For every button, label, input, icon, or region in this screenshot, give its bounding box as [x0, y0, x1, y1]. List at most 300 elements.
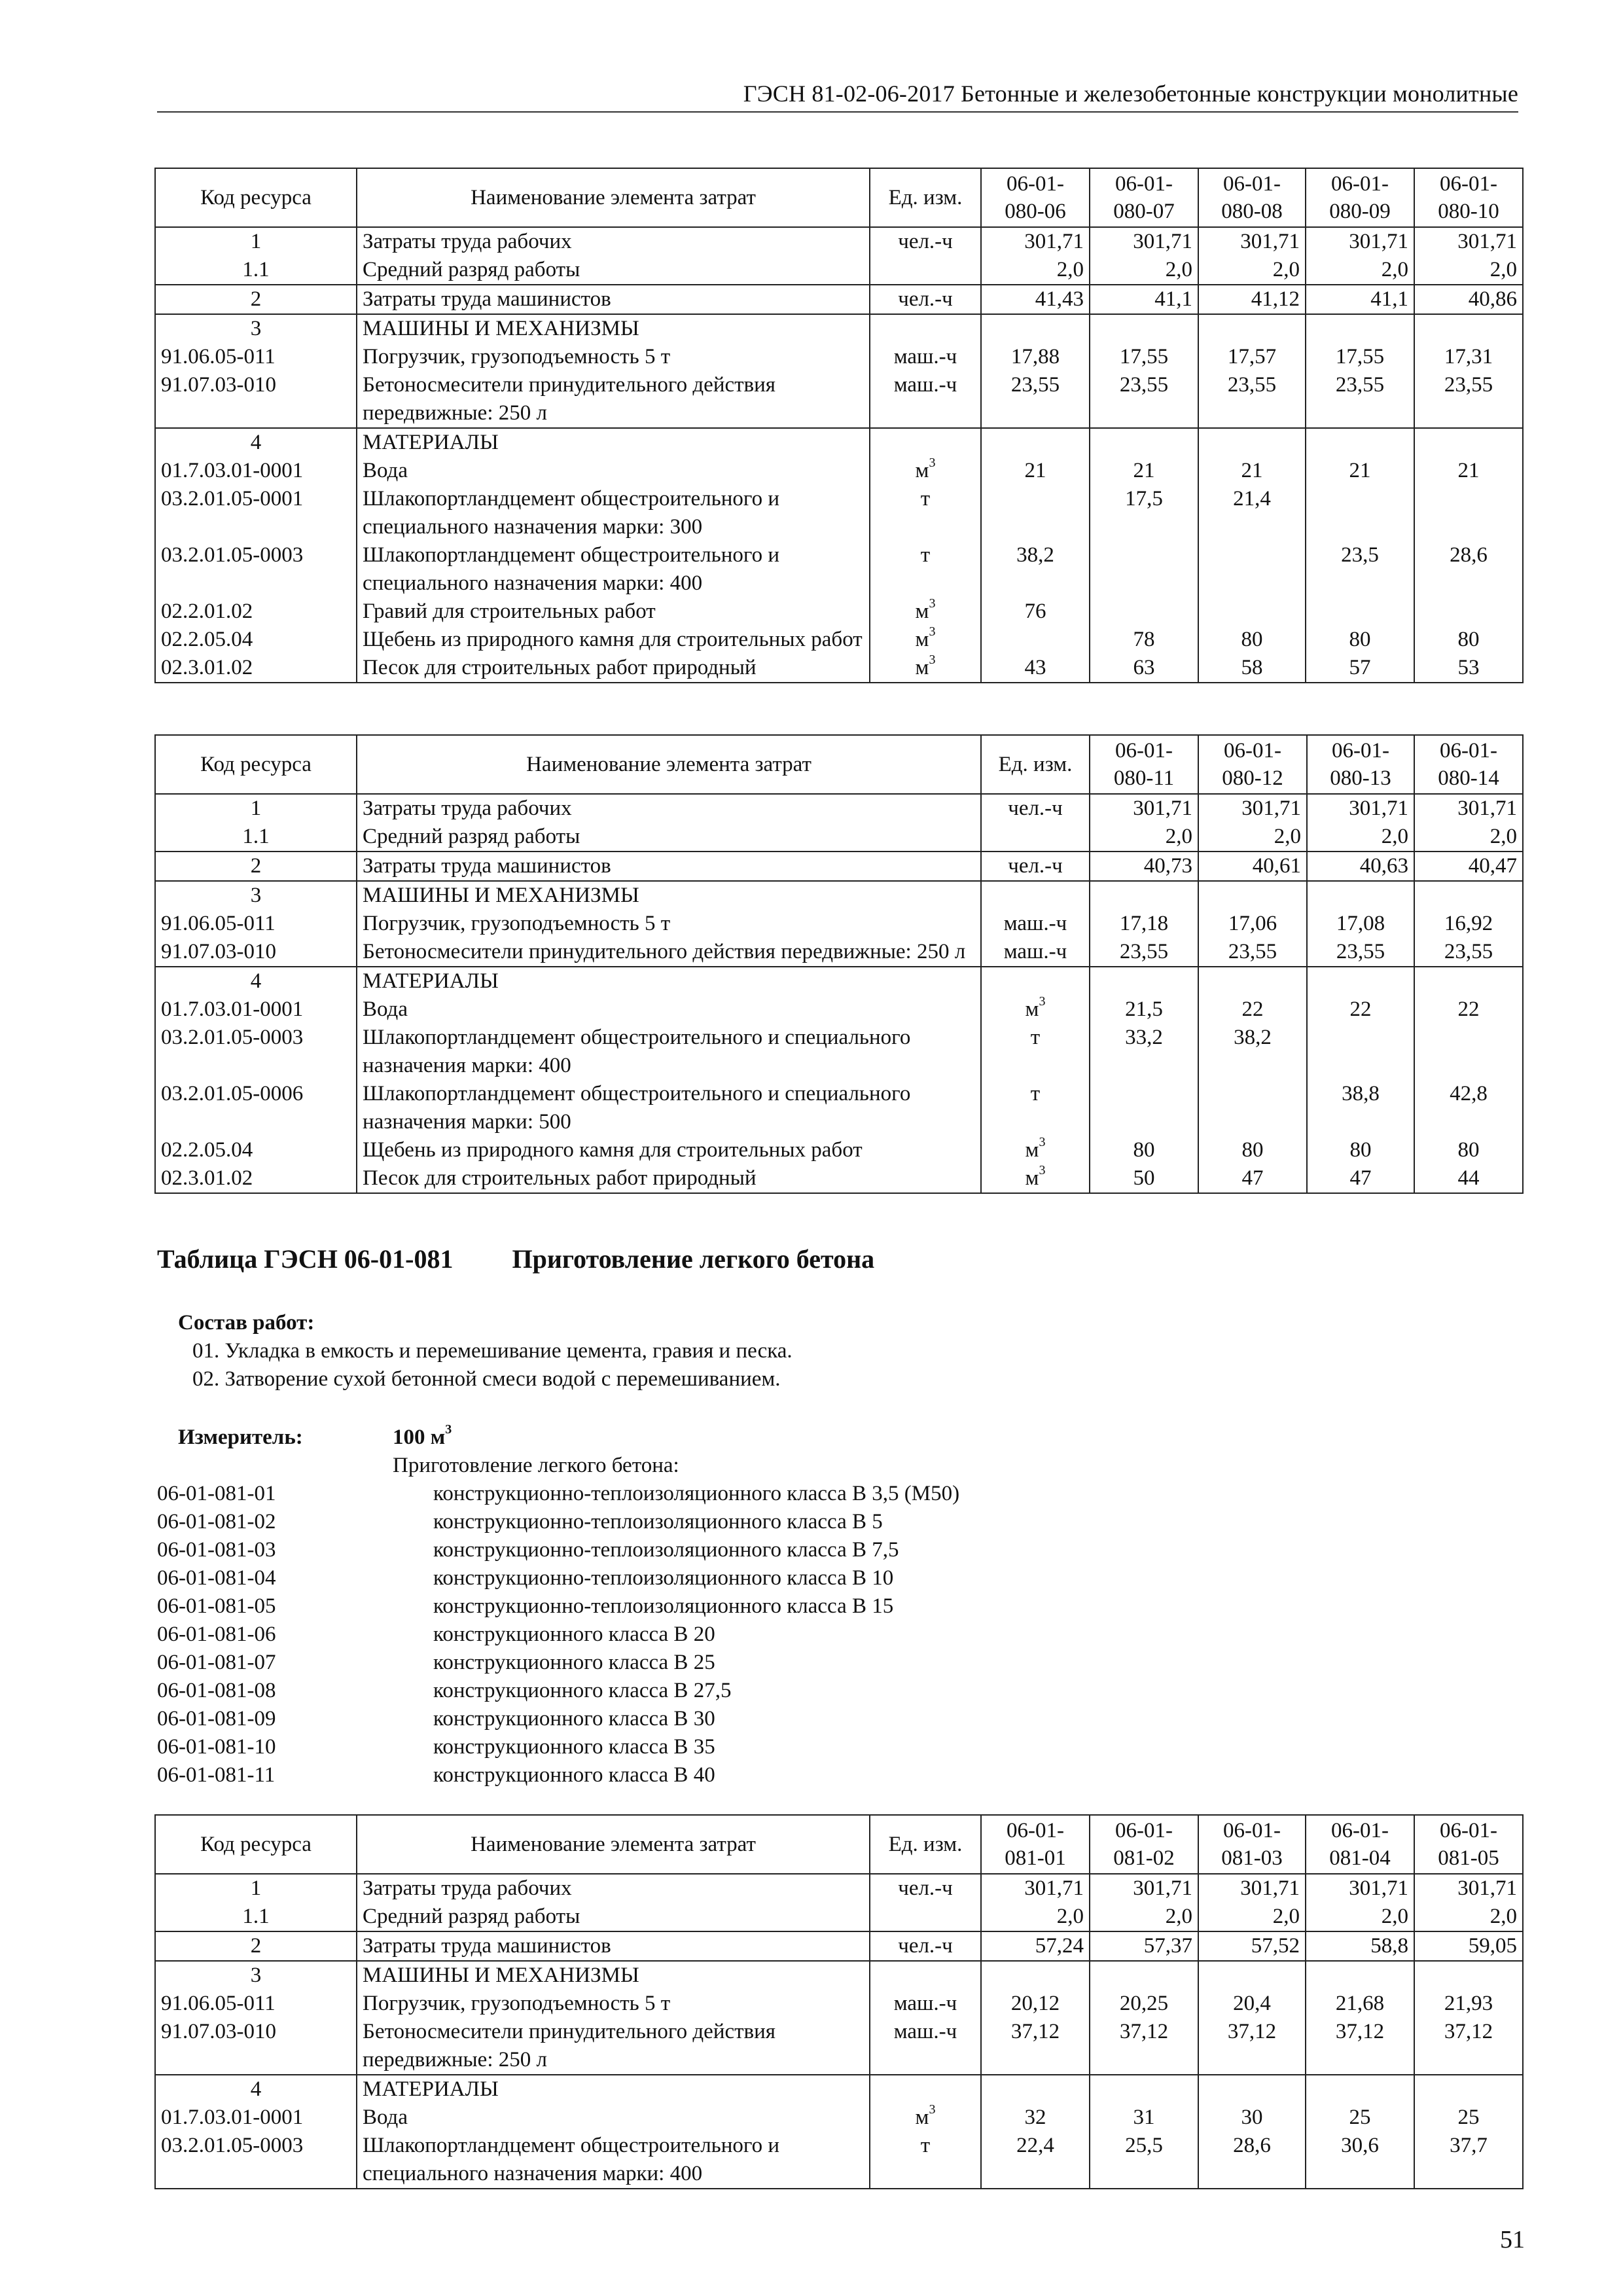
cell-name: Вода — [357, 2104, 870, 2132]
header-norm-code: 06-01- 080-13 — [1307, 735, 1414, 794]
cell-unit: $м^3$ — [870, 2104, 981, 2132]
cell-value: 17,08 — [1307, 910, 1414, 938]
cell-code: 1.1 — [155, 256, 357, 285]
cell-value: 2,0 — [1198, 823, 1307, 852]
cell-value: 301,71 — [1198, 227, 1306, 256]
measure-caption: Приготовление легкого бетона: — [393, 1454, 679, 1477]
cell-code: 1 — [155, 794, 357, 823]
table-row — [155, 285, 1523, 314]
measure-item — [157, 1536, 959, 1564]
measure-item — [157, 1480, 959, 1508]
header-norm-code: 06-01- 081-01 — [981, 1815, 1090, 1874]
cell-code: 3 — [155, 881, 357, 910]
cell-value: 40,86 — [1414, 285, 1523, 314]
table-row — [155, 256, 1523, 285]
cell-unit: т — [870, 485, 981, 541]
cell-unit: $м^3$ — [870, 654, 981, 683]
cell-value — [1414, 1961, 1523, 1990]
measure-item-code: 06-01-081-08 — [157, 1679, 276, 1702]
cell-name: Средний разряд работы — [357, 823, 981, 852]
cell-code: 02.3.01.02 — [155, 1164, 357, 1193]
resource-table-080-06-10 — [154, 168, 1524, 683]
cell-value: 80 — [1414, 1136, 1523, 1164]
cell-code: 4 — [155, 967, 357, 996]
cell-value — [1090, 1961, 1198, 1990]
cell-value: 57,24 — [981, 1931, 1090, 1961]
cell-name: Погрузчик, грузоподъемность 5 т — [357, 910, 981, 938]
cell-value — [1307, 881, 1414, 910]
table-row — [155, 1874, 1523, 1903]
cell-value: 2,0 — [1414, 1903, 1523, 1931]
cell-value: 21 — [1090, 457, 1198, 485]
cell-name: Песок для строительных работ природный — [357, 654, 870, 683]
header-code: Код ресурса — [155, 168, 357, 227]
measure-item-code: 06-01-081-11 — [157, 1763, 276, 1787]
cell-unit: $м^3$ — [870, 457, 981, 485]
cell-value: 80 — [1307, 1136, 1414, 1164]
measure-item-text: конструкционно-теплоизоляционного класса В 10 — [433, 1566, 894, 1590]
cell-value: 301,71 — [1414, 1874, 1523, 1903]
header-norm-code: 06-01- 080-10 — [1414, 168, 1523, 227]
table-row — [155, 2075, 1523, 2104]
cell-value: 2,0 — [1414, 823, 1523, 852]
cell-unit: т — [870, 2132, 981, 2189]
measure-item — [157, 1508, 959, 1536]
cell-value: 57 — [1306, 654, 1414, 683]
cell-value: 63 — [1090, 654, 1198, 683]
cell-unit — [870, 314, 981, 343]
cell-value — [1414, 598, 1523, 626]
cell-unit — [981, 967, 1090, 996]
cell-value: 2,0 — [1198, 256, 1306, 285]
measure-item-text: конструкционного класса В 30 — [433, 1707, 715, 1731]
cell-name: Затраты труда рабочих — [357, 227, 870, 256]
table-row — [155, 794, 1523, 823]
cell-value — [1090, 1080, 1198, 1136]
header-norm-code: 06-01- 080-08 — [1198, 168, 1306, 227]
cell-value: 37,12 — [1306, 2018, 1414, 2075]
cell-code: 4 — [155, 428, 357, 457]
cell-value: 25 — [1414, 2104, 1523, 2132]
cell-code: 2 — [155, 285, 357, 314]
cell-value: 80 — [1306, 626, 1414, 654]
cell-unit — [870, 428, 981, 457]
cell-unit — [870, 1961, 981, 1990]
cell-value — [1414, 314, 1523, 343]
table-row — [155, 1990, 1523, 2018]
cell-name: Затраты труда машинистов — [357, 1931, 870, 1961]
table-title-name: Приготовление легкого бетона — [512, 1244, 875, 1274]
cell-value: 80 — [1090, 1136, 1198, 1164]
header-norm-code: 06-01- 080-07 — [1090, 168, 1198, 227]
table-row — [155, 1080, 1523, 1136]
cell-value: 78 — [1090, 626, 1198, 654]
cell-value: 28,6 — [1198, 2132, 1306, 2189]
cell-code: 91.06.05-011 — [155, 343, 357, 371]
cell-value: 41,12 — [1198, 285, 1306, 314]
cell-value: 80 — [1414, 626, 1523, 654]
cell-value — [1090, 598, 1198, 626]
cell-code: 03.2.01.05-0003 — [155, 1024, 357, 1080]
cell-value — [1198, 881, 1307, 910]
cell-value: 301,71 — [1090, 1874, 1198, 1903]
cell-value: 22 — [1307, 996, 1414, 1024]
cell-value: 21 — [1414, 457, 1523, 485]
cell-value: 47 — [1307, 1164, 1414, 1193]
table-row — [155, 881, 1523, 910]
cell-value: 21,68 — [1306, 1990, 1414, 2018]
cell-code: 91.06.05-011 — [155, 910, 357, 938]
cell-value: 80 — [1198, 1136, 1307, 1164]
cell-value: 20,12 — [981, 1990, 1090, 2018]
cell-value — [981, 428, 1090, 457]
table-row — [155, 2018, 1523, 2075]
cell-code: 02.3.01.02 — [155, 654, 357, 683]
cell-name: Погрузчик, грузоподъемность 5 т — [357, 343, 870, 371]
cell-value — [1090, 2075, 1198, 2104]
cell-value — [1306, 428, 1414, 457]
cell-value: 40,47 — [1414, 852, 1523, 881]
work-composition — [178, 1309, 793, 1393]
cell-value: 301,71 — [1414, 227, 1523, 256]
cell-name: Шлакопортландцемент общестроительного и специального назначения марки: 500 — [357, 1080, 981, 1136]
work-item: 01. Укладка в емкость и перемешивание цемента, гравия и песка. — [192, 1339, 793, 1363]
resource-table-081-01-05 — [154, 1814, 1524, 2189]
header-code: Код ресурса — [155, 735, 357, 794]
measure-item-text: конструкционно-теплоизоляционного класса В 7,5 — [433, 1538, 899, 1562]
cell-value: 23,55 — [1307, 938, 1414, 967]
cell-name: Затраты труда машинистов — [357, 285, 870, 314]
cell-code: 1 — [155, 227, 357, 256]
header-norm-code: 06-01- 081-05 — [1414, 1815, 1523, 1874]
work-composition-label: Состав работ: — [178, 1311, 315, 1335]
measure-item — [157, 1649, 959, 1677]
cell-code: 91.07.03-010 — [155, 938, 357, 967]
cell-value: 2,0 — [1090, 256, 1198, 285]
cell-value: 47 — [1198, 1164, 1307, 1193]
header-norm-code: 06-01- 080-12 — [1198, 735, 1307, 794]
cell-name: МАТЕРИАЛЫ — [357, 2075, 870, 2104]
cell-value: 57,52 — [1198, 1931, 1306, 1961]
cell-value: 37,7 — [1414, 2132, 1523, 2189]
cell-name: МАТЕРИАЛЫ — [357, 967, 981, 996]
cell-value: 23,55 — [1414, 938, 1523, 967]
table-title-code: Таблица ГЭСН 06-01-081 — [157, 1244, 454, 1274]
header-name: Наименование элемента затрат — [357, 735, 981, 794]
table-row — [155, 996, 1523, 1024]
cell-value: 22,4 — [981, 2132, 1090, 2189]
cell-name: МАШИНЫ И МЕХАНИЗМЫ — [357, 314, 870, 343]
cell-name: Затраты труда рабочих — [357, 794, 981, 823]
measure-item-code: 06-01-081-02 — [157, 1510, 276, 1534]
cell-value — [1306, 1961, 1414, 1990]
cell-value: 38,2 — [1198, 1024, 1307, 1080]
cell-code: 03.2.01.05-0003 — [155, 541, 357, 598]
cell-value: 23,55 — [1198, 371, 1306, 428]
table-row — [155, 485, 1523, 541]
cell-unit: чел.-ч — [870, 285, 981, 314]
cell-value: 17,88 — [981, 343, 1090, 371]
cell-code: 1.1 — [155, 823, 357, 852]
header-norm-code: 06-01- 081-02 — [1090, 1815, 1198, 1874]
cell-value: 41,43 — [981, 285, 1090, 314]
cell-value: 2,0 — [1414, 256, 1523, 285]
table-row — [155, 343, 1523, 371]
cell-value: 17,31 — [1414, 343, 1523, 371]
cell-code: 1.1 — [155, 1903, 357, 1931]
cell-unit: маш.-ч — [870, 2018, 981, 2075]
measure-item-code: 06-01-081-10 — [157, 1735, 276, 1759]
cell-value: 59,05 — [1414, 1931, 1523, 1961]
cell-code: 1 — [155, 1874, 357, 1903]
measure-item-text: конструкционного класса В 25 — [433, 1651, 715, 1674]
cell-value — [1414, 1024, 1523, 1080]
table-row — [155, 541, 1523, 598]
cell-value — [1198, 967, 1307, 996]
cell-unit: маш.-ч — [981, 938, 1090, 967]
cell-name: Бетоносмесители принудительного действия передвижные: 250 л — [357, 2018, 870, 2075]
measure-item — [157, 1621, 959, 1649]
measure-item — [157, 1761, 959, 1789]
cell-unit — [981, 823, 1090, 852]
cell-unit — [981, 881, 1090, 910]
table-title — [157, 1244, 874, 1274]
cell-value: 16,92 — [1414, 910, 1523, 938]
cell-unit: маш.-ч — [870, 1990, 981, 2018]
cell-value: 2,0 — [1090, 1903, 1198, 1931]
table-row — [155, 371, 1523, 428]
cell-value: 23,55 — [1090, 371, 1198, 428]
cell-unit: т — [870, 541, 981, 598]
cell-value: 20,4 — [1198, 1990, 1306, 2018]
cell-value — [1198, 2075, 1306, 2104]
cell-value: 21,93 — [1414, 1990, 1523, 2018]
cell-value: 50 — [1090, 1164, 1198, 1193]
cell-code: 03.2.01.05-0006 — [155, 1080, 357, 1136]
cell-value: 301,71 — [1307, 794, 1414, 823]
cell-name: Погрузчик, грузоподъемность 5 т — [357, 1990, 870, 2018]
measure-item-code: 06-01-081-01 — [157, 1482, 276, 1505]
table-row — [155, 967, 1523, 996]
cell-value — [1414, 881, 1523, 910]
cell-unit — [870, 2075, 981, 2104]
cell-value: 58 — [1198, 654, 1306, 683]
cell-value — [1090, 541, 1198, 598]
cell-value: 25 — [1306, 2104, 1414, 2132]
measure-item-text: конструкционного класса В 20 — [433, 1623, 715, 1646]
table-row — [155, 823, 1523, 852]
cell-value: 80 — [1198, 626, 1306, 654]
cell-unit: т — [981, 1024, 1090, 1080]
measure-item-code: 06-01-081-05 — [157, 1594, 276, 1618]
cell-name: Щебень из природного камня для строительных работ — [357, 1136, 981, 1164]
measure-item-text: конструкционного класса В 35 — [433, 1735, 715, 1759]
cell-value: 21,5 — [1090, 996, 1198, 1024]
cell-value — [1414, 2075, 1523, 2104]
measure-block — [157, 1424, 959, 1789]
cell-unit: чел.-ч — [870, 1874, 981, 1903]
cell-value: 20,25 — [1090, 1990, 1198, 2018]
cell-value: 21 — [1198, 457, 1306, 485]
cell-unit: $м^3$ — [981, 996, 1090, 1024]
cell-value: 40,73 — [1090, 852, 1198, 881]
measure-item — [157, 1733, 959, 1761]
table-row — [155, 314, 1523, 343]
cell-value — [1306, 314, 1414, 343]
cell-value — [1090, 314, 1198, 343]
header-code: Код ресурса — [155, 1815, 357, 1874]
cell-value: 301,71 — [1198, 1874, 1306, 1903]
cell-value — [981, 314, 1090, 343]
cell-code: 3 — [155, 314, 357, 343]
cell-value: 17,18 — [1090, 910, 1198, 938]
table-row — [155, 428, 1523, 457]
cell-code: 91.07.03-010 — [155, 371, 357, 428]
cell-code: 01.7.03.01-0001 — [155, 996, 357, 1024]
cell-unit: чел.-ч — [981, 794, 1090, 823]
cell-name: Шлакопортландцемент общестроительного и специального назначения марки: 300 — [357, 485, 870, 541]
cell-value — [1307, 967, 1414, 996]
cell-name: Вода — [357, 996, 981, 1024]
resource-table-080-11-14 — [154, 734, 1524, 1194]
cell-value: 301,71 — [1090, 794, 1198, 823]
cell-name: МАШИНЫ И МЕХАНИЗМЫ — [357, 1961, 870, 1990]
cell-value: 301,71 — [1414, 794, 1523, 823]
cell-value: 53 — [1414, 654, 1523, 683]
cell-unit — [870, 1903, 981, 1931]
cell-unit: маш.-ч — [870, 371, 981, 428]
cell-value — [1198, 541, 1306, 598]
cell-name: Шлакопортландцемент общестроительного и специального назначения марки: 400 — [357, 1024, 981, 1080]
cell-value: 40,61 — [1198, 852, 1307, 881]
cell-value: 23,55 — [1414, 371, 1523, 428]
cell-value: 22 — [1198, 996, 1307, 1024]
cell-value: 2,0 — [1307, 823, 1414, 852]
cell-value: 17,55 — [1090, 343, 1198, 371]
cell-value: 301,71 — [1306, 227, 1414, 256]
cell-value: 2,0 — [1090, 823, 1198, 852]
table-row — [155, 1961, 1523, 1990]
cell-value: 17,5 — [1090, 485, 1198, 541]
cell-value: 2,0 — [981, 256, 1090, 285]
header-norm-code: 06-01- 080-09 — [1306, 168, 1414, 227]
measure-label: Измеритель: — [178, 1426, 303, 1449]
cell-value — [1198, 428, 1306, 457]
table-row — [155, 1931, 1523, 1961]
cell-value: 41,1 — [1306, 285, 1414, 314]
cell-unit: $м^3$ — [981, 1164, 1090, 1193]
cell-value: 17,55 — [1306, 343, 1414, 371]
cell-value — [1198, 314, 1306, 343]
work-item: 02. Затворение сухой бетонной смеси водой с перемешиванием. — [192, 1367, 781, 1391]
cell-name: Гравий для строительных работ — [357, 598, 870, 626]
cell-unit: $м^3$ — [870, 598, 981, 626]
cell-value: 43 — [981, 654, 1090, 683]
table-row — [155, 1164, 1523, 1193]
cell-value: 23,55 — [1090, 938, 1198, 967]
cell-value — [1198, 598, 1306, 626]
cell-name: МАШИНЫ И МЕХАНИЗМЫ — [357, 881, 981, 910]
cell-value: 44 — [1414, 1164, 1523, 1193]
cell-code: 02.2.01.02 — [155, 598, 357, 626]
cell-value: 37,12 — [981, 2018, 1090, 2075]
cell-value: 57,37 — [1090, 1931, 1198, 1961]
cell-name: Средний разряд работы — [357, 256, 870, 285]
cell-value: 301,71 — [1198, 794, 1307, 823]
table-row — [155, 938, 1523, 967]
cell-code: 91.06.05-011 — [155, 1990, 357, 2018]
cell-value — [1198, 1961, 1306, 1990]
cell-value: 23,55 — [1306, 371, 1414, 428]
cell-value: 2,0 — [1306, 256, 1414, 285]
cell-value: 21,4 — [1198, 485, 1306, 541]
cell-value — [1090, 428, 1198, 457]
table-row — [155, 227, 1523, 256]
cell-unit: чел.-ч — [870, 227, 981, 256]
header-norm-code: 06-01- 081-04 — [1306, 1815, 1414, 1874]
cell-value: 23,55 — [981, 371, 1090, 428]
measure-item-code: 06-01-081-09 — [157, 1707, 276, 1731]
measure-item-code: 06-01-081-03 — [157, 1538, 276, 1562]
cell-value: 30,6 — [1306, 2132, 1414, 2189]
cell-value: 2,0 — [1306, 1903, 1414, 1931]
table-row — [155, 598, 1523, 626]
measure-item — [157, 1564, 959, 1592]
cell-code: 91.07.03-010 — [155, 2018, 357, 2075]
cell-value — [1198, 1080, 1307, 1136]
page-number: 51 — [1500, 2226, 1525, 2253]
cell-value: 22 — [1414, 996, 1523, 1024]
measure-item-text: конструкционно-теплоизоляционного класса В 3,5 (М50) — [433, 1482, 960, 1505]
cell-name: Средний разряд работы — [357, 1903, 870, 1931]
cell-value: 17,06 — [1198, 910, 1307, 938]
cell-name: Шлакопортландцемент общестроительного и специального назначения марки: 400 — [357, 541, 870, 598]
cell-value — [1090, 967, 1198, 996]
cell-unit: $м^3$ — [870, 626, 981, 654]
header-name: Наименование элемента затрат — [357, 168, 870, 227]
cell-value: 23,5 — [1306, 541, 1414, 598]
cell-value: 33,2 — [1090, 1024, 1198, 1080]
cell-name: Затраты труда рабочих — [357, 1874, 870, 1903]
cell-value: 21 — [1306, 457, 1414, 485]
cell-unit: маш.-ч — [981, 910, 1090, 938]
cell-value — [1306, 598, 1414, 626]
cell-value: 41,1 — [1090, 285, 1198, 314]
cell-code: 02.2.05.04 — [155, 1136, 357, 1164]
header-unit: Ед. изм. — [870, 168, 981, 227]
table-row — [155, 2104, 1523, 2132]
cell-value — [1414, 428, 1523, 457]
table-row — [155, 1903, 1523, 1931]
cell-value: 37,12 — [1414, 2018, 1523, 2075]
cell-value: 2,0 — [1198, 1903, 1306, 1931]
table-row — [155, 457, 1523, 485]
cell-value: 2,0 — [981, 1903, 1090, 1931]
header-norm-code: 06-01- 080-11 — [1090, 735, 1198, 794]
cell-value: 301,71 — [1306, 1874, 1414, 1903]
table-row — [155, 1136, 1523, 1164]
cell-value: 37,12 — [1198, 2018, 1306, 2075]
table-row — [155, 2132, 1523, 2189]
cell-name: Щебень из природного камня для строительных работ — [357, 626, 870, 654]
measure-item — [157, 1592, 959, 1621]
cell-value: 23,55 — [1198, 938, 1307, 967]
cell-value — [981, 485, 1090, 541]
measure-item-text: конструкционного класса В 40 — [433, 1763, 715, 1787]
measure-item-code: 06-01-081-07 — [157, 1651, 276, 1674]
header-norm-code: 06-01- 080-14 — [1414, 735, 1523, 794]
cell-value — [1414, 485, 1523, 541]
